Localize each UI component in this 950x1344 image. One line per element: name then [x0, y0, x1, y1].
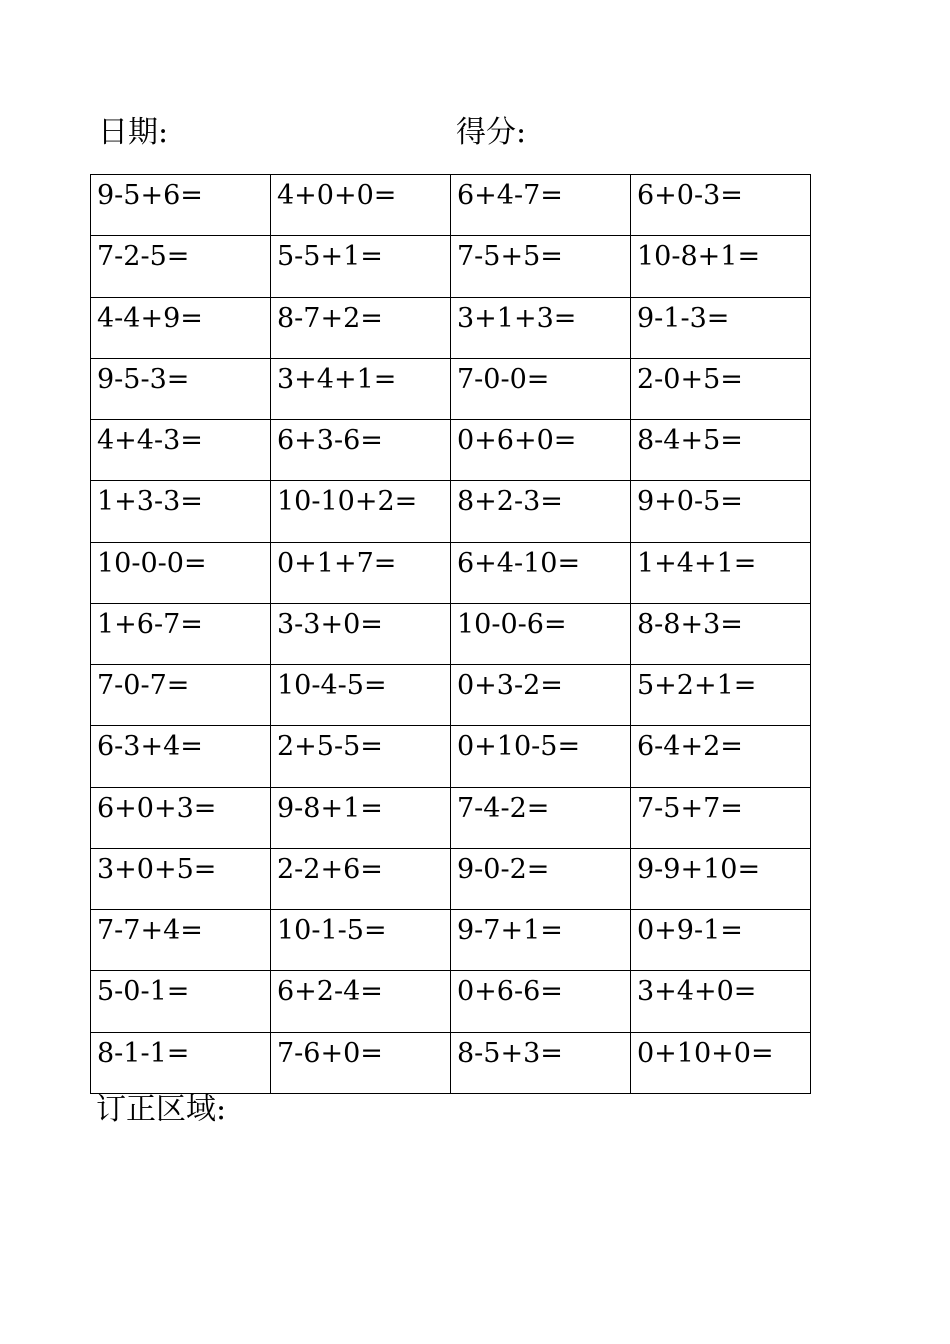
- problem-cell: 9-8+1=: [271, 787, 451, 848]
- problem-cell: 10-0-0=: [91, 542, 271, 603]
- problem-cell: 8-4+5=: [631, 420, 811, 481]
- problem-cell: 0+6-6=: [451, 971, 631, 1032]
- problem-row: [91, 1032, 811, 1093]
- problem-cell: 6+4-10=: [451, 542, 631, 603]
- problem-row: [91, 481, 811, 542]
- problem-row: [91, 726, 811, 787]
- problem-cell: 2+5-5=: [271, 726, 451, 787]
- problem-cell: 9-5-3=: [91, 358, 271, 419]
- problem-cell: 1+3-3=: [91, 481, 271, 542]
- problem-cell: 9-5+6=: [91, 175, 271, 236]
- problem-cell: 9-0-2=: [451, 848, 631, 909]
- problem-cell: 8-5+3=: [451, 1032, 631, 1093]
- problem-cell: 1+6-7=: [91, 603, 271, 664]
- problem-cell: 3+0+5=: [91, 848, 271, 909]
- problem-row: [91, 910, 811, 971]
- problem-cell: 9-9+10=: [631, 848, 811, 909]
- problem-cell: 9-1-3=: [631, 297, 811, 358]
- problem-cell: 7-5+5=: [451, 236, 631, 297]
- problem-cell: 3-3+0=: [271, 603, 451, 664]
- problem-cell: 7-4-2=: [451, 787, 631, 848]
- problem-cell: 0+3-2=: [451, 665, 631, 726]
- problem-cell: 3+4+0=: [631, 971, 811, 1032]
- problem-row: [91, 236, 811, 297]
- problem-cell: 5-0-1=: [91, 971, 271, 1032]
- problem-cell: 4+0+0=: [271, 175, 451, 236]
- problem-cell: 7-6+0=: [271, 1032, 451, 1093]
- correction-area-label: 订正区域:: [96, 1092, 227, 1127]
- problem-cell: 6+4-7=: [451, 175, 631, 236]
- problem-cell: 10-1-5=: [271, 910, 451, 971]
- problem-cell: 10-4-5=: [271, 665, 451, 726]
- problem-cell: 1+4+1=: [631, 542, 811, 603]
- problem-cell: 4-4+9=: [91, 297, 271, 358]
- problem-cell: 6+3-6=: [271, 420, 451, 481]
- problem-row: [91, 848, 811, 909]
- problem-cell: 0+9-1=: [631, 910, 811, 971]
- problem-cell: 10-0-6=: [451, 603, 631, 664]
- problem-cell: 8+2-3=: [451, 481, 631, 542]
- problem-cell: 4+4-3=: [91, 420, 271, 481]
- problem-cell: 2-0+5=: [631, 358, 811, 419]
- problem-row: [91, 358, 811, 419]
- problem-cell: 9-7+1=: [451, 910, 631, 971]
- problem-cell: 0+10-5=: [451, 726, 631, 787]
- problem-cell: 7-0-7=: [91, 665, 271, 726]
- problem-cell: 6+0+3=: [91, 787, 271, 848]
- problem-row: [91, 603, 811, 664]
- problem-cell: 10-8+1=: [631, 236, 811, 297]
- problem-cell: 6+2-4=: [271, 971, 451, 1032]
- problem-cell: 0+6+0=: [451, 420, 631, 481]
- problem-cell: 3+4+1=: [271, 358, 451, 419]
- problem-cell: 7-5+7=: [631, 787, 811, 848]
- problem-cell: 9+0-5=: [631, 481, 811, 542]
- problem-cell: 7-2-5=: [91, 236, 271, 297]
- problem-cell: 3+1+3=: [451, 297, 631, 358]
- problem-row: [91, 297, 811, 358]
- problem-cell: 5+2+1=: [631, 665, 811, 726]
- problem-cell: 6-4+2=: [631, 726, 811, 787]
- problem-cell: 6-3+4=: [91, 726, 271, 787]
- problem-row: [91, 420, 811, 481]
- problem-cell: 2-2+6=: [271, 848, 451, 909]
- date-label: 日期:: [98, 115, 169, 150]
- problem-cell: 5-5+1=: [271, 236, 451, 297]
- problem-cell: 8-7+2=: [271, 297, 451, 358]
- problem-row: [91, 542, 811, 603]
- problem-cell: 6+0-3=: [631, 175, 811, 236]
- score-label: 得分:: [456, 115, 527, 150]
- problem-row: [91, 787, 811, 848]
- problem-row: [91, 971, 811, 1032]
- problem-cell: 10-10+2=: [271, 481, 451, 542]
- problem-cell: 8-8+3=: [631, 603, 811, 664]
- problem-cell: 0+10+0=: [631, 1032, 811, 1093]
- problem-cell: 0+1+7=: [271, 542, 451, 603]
- problem-row: [91, 175, 811, 236]
- problem-grid: [90, 174, 811, 1094]
- problem-row: [91, 665, 811, 726]
- problem-cell: 7-0-0=: [451, 358, 631, 419]
- problem-cell: 8-1-1=: [91, 1032, 271, 1093]
- problem-cell: 7-7+4=: [91, 910, 271, 971]
